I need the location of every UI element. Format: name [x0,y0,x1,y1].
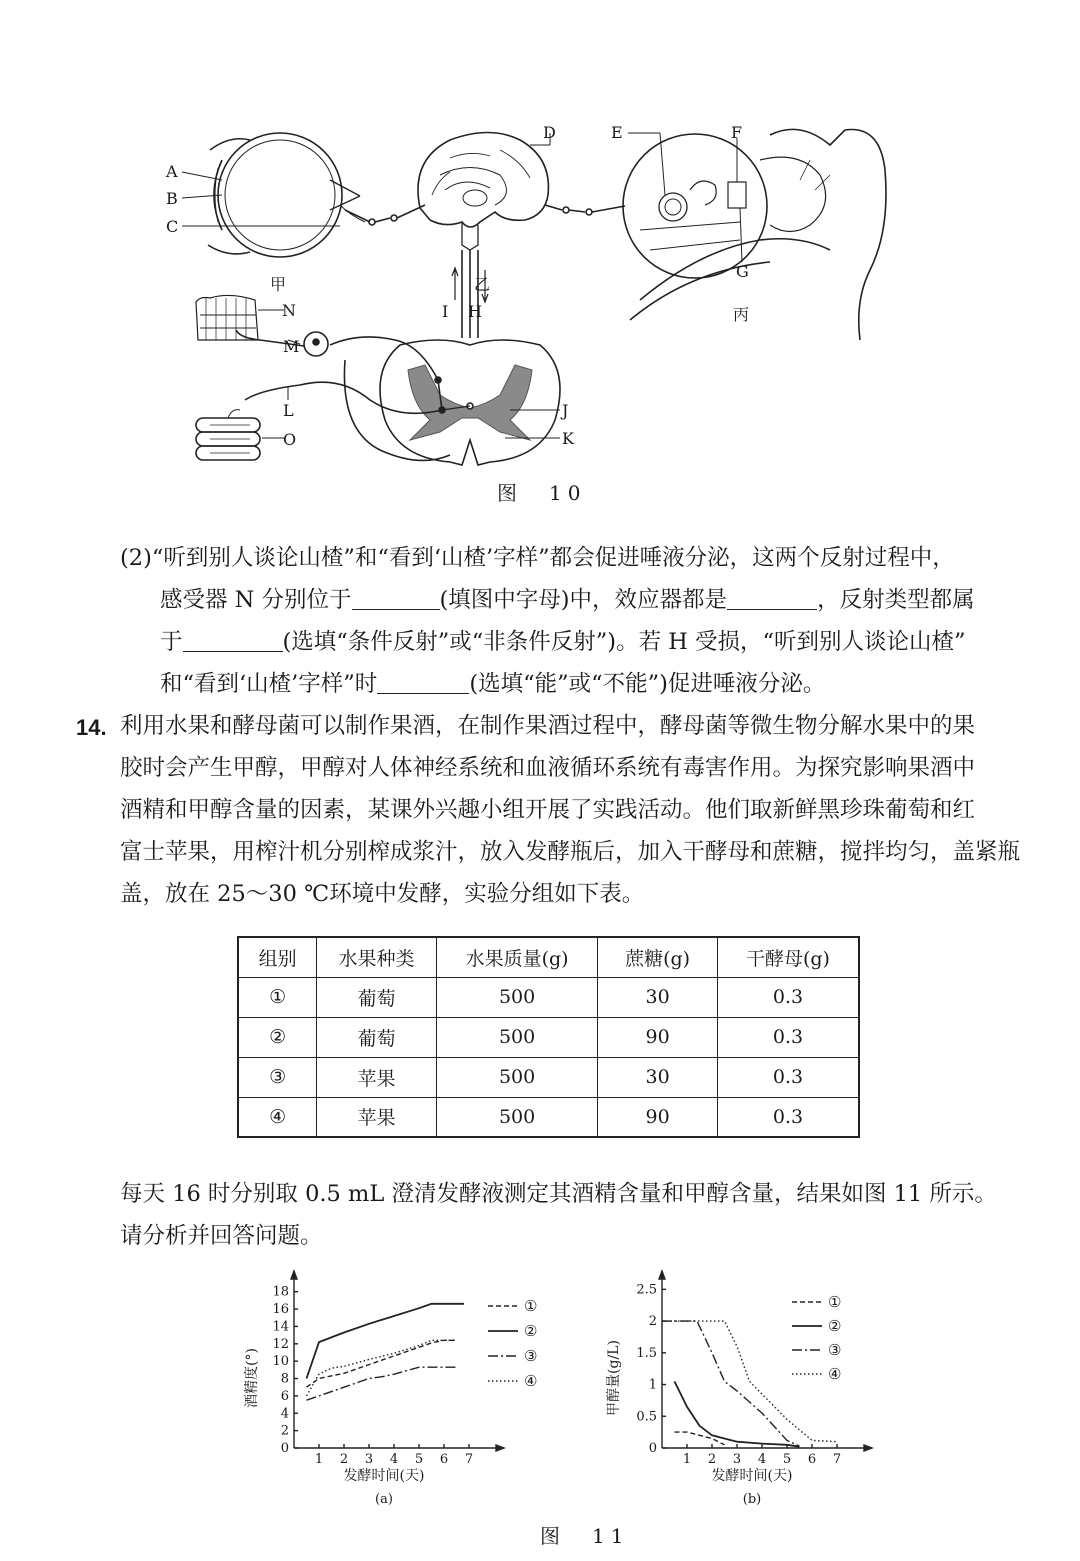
x-axis-arrow [496,1445,504,1451]
table-cell: ③ [238,1057,317,1097]
table-header-cell: 蔗糖(g) [598,937,718,977]
x-tick-label: 2 [339,1452,349,1467]
y-tick-label: 10 [272,1354,289,1370]
answer-blank-3[interactable] [183,628,283,652]
x-tick-label: 7 [464,1452,474,1467]
q14-line-4: 富士苹果，用榨汁机分别榨成浆汁，放入发酵瓶后，加入干酵母和蔗糖，搅拌均匀，盖紧瓶 [120,839,1021,865]
eye-drawing [182,133,425,257]
label-c: C [166,217,179,236]
x-tick-label: 4 [389,1452,399,1467]
x-tick-label: 1 [314,1452,324,1467]
table-cell: 500 [436,1017,597,1057]
y-tick-label: 4 [280,1406,289,1422]
gland-tissue-drawing [196,295,284,340]
y-tick-label: 1 [648,1377,657,1393]
table-cell: 90 [598,1097,718,1137]
x-tick-label: 5 [414,1452,424,1467]
series-line-3 [307,1367,457,1400]
q13-part2-line2 [160,579,975,621]
y-axis-label: 酒精度(°) [244,1348,260,1408]
legend-label-1: ① [524,1297,538,1315]
table-cell: 葡萄 [317,977,437,1017]
legend-label-2: ② [828,1317,842,1335]
x-tick-label: 3 [732,1452,742,1467]
series-line-1 [675,1432,725,1445]
legend-label-3: ③ [524,1347,538,1365]
q14-line-5: 盖，放在 25～30 ℃环境中发酵，实验分组如下表。 [120,881,645,907]
x-axis-arrow [864,1445,872,1451]
series-line-3 [662,1321,800,1446]
q14-line-1: 利用水果和酵母菌可以制作果酒，在制作果酒过程中，酵母菌等微生物分解水果中的果 [120,713,976,739]
y-tick-label: 1.5 [636,1345,657,1361]
y-axis-arrow [291,1271,297,1279]
q13-part2-line1: (2)“听到别人谈论山楂”和“看到‘山楂’字样”都会促进唾液分泌，这两个反射过程中， [120,545,955,571]
series-line-4 [662,1321,837,1442]
chart-b-methanol [600,1268,910,1528]
q13-line2-text-a: 感受器 N 分别位于 [160,587,352,613]
table-cell: 30 [598,1057,718,1097]
chart-subtitle: (b) [742,1492,762,1507]
q13-line4-text-b: (选填“能”或“不能”)促进唾液分泌。 [469,671,826,697]
table-cell: 葡萄 [317,1017,437,1057]
table-cell: 500 [436,1057,597,1097]
y-axis-arrow [659,1271,665,1279]
table-cell: 30 [598,977,718,1017]
table-cell: 0.3 [717,1097,859,1137]
table-cell: 0.3 [717,1057,859,1097]
label-l: L [283,401,294,420]
brain-drawing [418,133,625,251]
x-tick-label: 1 [682,1452,692,1467]
ear-drawing [623,129,886,340]
table-cell: ④ [238,1097,317,1137]
label-g: G [736,262,749,281]
table-cell: 90 [598,1017,718,1057]
y-tick-label: 18 [272,1284,289,1300]
x-tick-label: 4 [757,1452,767,1467]
x-tick-label: 3 [364,1452,374,1467]
figure-11-caption: 图 11 [540,1524,630,1548]
y-tick-label: 0 [280,1441,289,1456]
q14-line-3: 酒精和甲醇含量的因素，某课外兴趣小组开展了实践活动。他们取新鲜黑珍珠葡萄和红 [120,797,976,823]
q14-line-2: 胶时会产生甲醇，甲醇对人体神经系统和血液循环系统有毒害作用。为探究影响果酒中 [120,755,976,781]
y-tick-label: 12 [272,1336,289,1352]
label-b: B [166,189,178,208]
series-line-2 [307,1304,465,1379]
label-h: H [468,302,482,321]
table-row [238,977,859,1017]
label-j: J [562,401,569,420]
q14-after-line-2: 请分析并回答问题。 [120,1223,323,1249]
table-cell: 500 [436,977,597,1017]
x-tick-label: 6 [807,1452,817,1467]
label-i: I [442,302,449,321]
y-tick-label: 2 [648,1314,657,1330]
label-a: A [166,162,178,181]
table-row [238,1097,859,1137]
y-tick-label: 14 [272,1319,289,1335]
label-bing: 丙 [733,305,750,324]
figure-10-caption: 图 10 [497,481,587,505]
x-axis-label: 发酵时间(天) [711,1468,793,1484]
q13-part2-line4 [160,663,825,705]
y-tick-label: 0.5 [636,1409,657,1425]
q14-after-line-1: 每天 16 时分别取 0.5 mL 澄清发酵液测定其酒精含量和甲醇含量，结果如图 11 所示。 [120,1181,997,1207]
answer-blank-4[interactable] [377,670,469,694]
table-cell: 0.3 [717,977,859,1017]
q13-line3-text-a: 于 [160,629,183,655]
legend-label-3: ③ [828,1341,842,1359]
chart-axes [291,1271,504,1451]
label-d: D [543,123,556,142]
label-k: K [562,429,574,448]
experiment-table [237,936,860,1138]
series-line-4 [307,1340,457,1396]
legend-label-1: ① [828,1293,842,1311]
q13-line2-text-c: ，反射类型都属 [817,587,975,613]
legend-label-4: ④ [828,1365,842,1383]
label-jia: 甲 [270,275,287,294]
table-header-cell: 水果质量(g) [436,937,597,977]
q13-line4-text-a: 和“看到‘山楂’字样”时 [160,671,378,697]
legend-label-4: ④ [524,1372,538,1390]
table-header-row [238,937,859,977]
y-tick-label: 0 [648,1441,657,1456]
q13-line2-text-b: (填图中字母)中，效应器都是 [439,587,728,613]
series-line-1 [307,1340,457,1387]
x-tick-label: 6 [439,1452,449,1467]
y-tick-label: 2.5 [636,1282,657,1298]
label-e: E [611,123,623,142]
table-cell: ② [238,1017,317,1057]
table-cell: 500 [436,1097,597,1137]
table-row [238,1057,859,1097]
y-tick-label: 2 [280,1423,289,1439]
table-header-cell: 水果种类 [317,937,437,977]
answer-blank-1[interactable] [352,586,440,610]
table-cell: 苹果 [317,1057,437,1097]
answer-blank-2[interactable] [727,586,817,610]
table-header-cell: 干酵母(g) [717,937,859,977]
spinal-tract-drawing [452,250,491,338]
table-cell: 0.3 [717,1017,859,1057]
figure-10-diagram [150,110,920,480]
x-tick-label: 2 [707,1452,717,1467]
chart-a-alcohol [230,1268,560,1528]
label-yi: 乙 [474,275,491,294]
x-tick-label: 5 [782,1452,792,1467]
y-tick-label: 6 [280,1388,289,1404]
chart-subtitle: (a) [375,1492,393,1507]
label-f: F [731,123,743,142]
table-row [238,1017,859,1057]
y-tick-label: 16 [272,1302,289,1318]
x-tick-label: 7 [832,1452,842,1467]
table-cell: 苹果 [317,1097,437,1137]
x-axis-label: 发酵时间(天) [343,1468,425,1484]
table-header-cell: 组别 [238,937,317,977]
table-cell: ① [238,977,317,1017]
q13-part2-line3 [160,621,966,663]
q14-number: 14. [76,715,107,740]
label-n: N [282,301,296,320]
label-o: O [283,430,297,449]
legend-label-2: ② [524,1322,538,1340]
label-m: M [283,337,300,356]
y-axis-label: 甲醇量(g/L) [606,1340,622,1416]
y-tick-label: 8 [280,1371,289,1387]
q13-line3-text-b: (选填“条件反射”或“非条件反射”)。若 H 受损，“听到别人谈论山楂” [282,629,966,655]
